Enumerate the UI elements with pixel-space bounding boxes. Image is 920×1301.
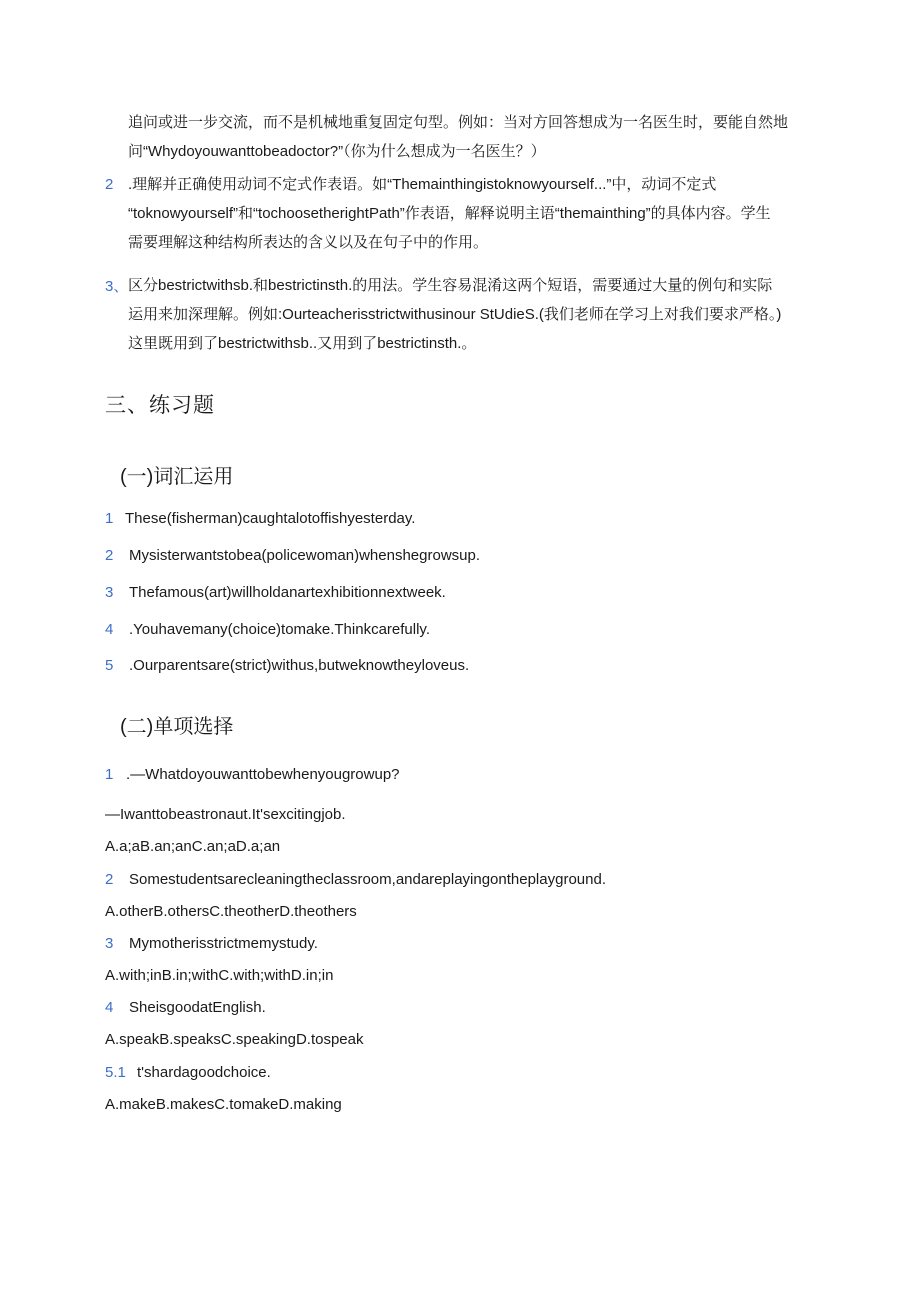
intro-paragraph bbox=[128, 108, 788, 166]
point-2-line-3: 需要理解这种结构所表达的含义以及在句子中的作用。 bbox=[128, 234, 489, 251]
vocab-item: .Youhavemany(choice)tomake.Thinkcarefully. bbox=[129, 621, 430, 638]
item-number: 4 bbox=[105, 621, 114, 638]
answer-options: A.makeB.makesC.tomakeD.making bbox=[105, 1096, 342, 1113]
item-number: 2 bbox=[105, 547, 114, 564]
question-number: 2 bbox=[105, 871, 114, 888]
vocab-item: These(fisherman)caughtalotoffishyesterday. bbox=[125, 510, 416, 527]
point-2-line-2: “toknowyourself”和“tochoosetherightPath”作表语，解释说明主语“themainthing”的具体内容。学生 bbox=[128, 205, 771, 222]
point-3-line-2: 运用来加深理解。例如:Ourteacherisstrictwithusinour StUdieS.(我们老师在学习上对我们要求严格。) bbox=[128, 306, 782, 323]
question-text: SheisgoodatEnglish. bbox=[129, 999, 266, 1016]
question-number: 1 bbox=[105, 766, 114, 783]
question-number: 3 bbox=[105, 935, 114, 952]
answer-options: A.a;aB.an;anC.an;aD.a;an bbox=[105, 838, 281, 855]
answer-options: A.speakB.speaksC.speakingD.tospeak bbox=[105, 1031, 364, 1048]
answer-options: A.otherB.othersC.theotherD.theothers bbox=[105, 903, 357, 920]
item-number: 5 bbox=[105, 657, 114, 674]
point-number: 2 bbox=[105, 176, 114, 193]
point-3-line-1: 区分bestrictwithsb.和bestrictinsth.的用法。学生容易混淆这两个短语，需要通过大量的例句和实际 bbox=[128, 277, 773, 294]
question-number: 5.1 bbox=[105, 1064, 126, 1081]
question-text: t'shardagoodchoice. bbox=[137, 1064, 271, 1081]
intro-line-2: 问“Whydoyouwanttobeadoctor?”（你为什么想成为一名医生？） bbox=[128, 143, 546, 160]
question-text: Somestudentsarecleaningtheclassroom,andareplayingontheplayground. bbox=[129, 871, 606, 888]
vocab-item: .Ourparentsare(strict)withus,butweknowtheyloveus. bbox=[129, 657, 470, 674]
item-number: 1 bbox=[105, 510, 114, 527]
vocab-item: Thefamous(art)willholdanartexhibitionnextweek. bbox=[129, 584, 446, 601]
vocab-heading: (一)词汇运用 bbox=[120, 466, 234, 488]
point-3-line-3: 这里既用到了bestrictwithsb..又用到了bestrictinsth.。 bbox=[128, 335, 477, 352]
question-number: 4 bbox=[105, 999, 114, 1016]
section-heading: 三、练习题 bbox=[105, 394, 215, 417]
choice-heading: (二)单项选择 bbox=[120, 716, 234, 738]
point-2-line-1: .理解并正确使用动词不定式作表语。如“Themainthingistoknowyourself...”中，动词不定式 bbox=[128, 176, 717, 193]
intro-line-1: 追问或进一步交流，而不是机械地重复固定句型。例如：当对方回答想成为一名医生时，要能自然地 bbox=[128, 114, 789, 131]
vocab-item: Mysisterwantstobea(policewoman)whenshegrowsup. bbox=[129, 547, 480, 564]
point-3-paragraph bbox=[128, 271, 781, 358]
question-text: Mymotherisstrictmemystudy. bbox=[129, 935, 318, 952]
point-2-paragraph bbox=[128, 170, 771, 257]
answer-options: A.with;inB.in;withC.with;withD.in;in bbox=[105, 967, 334, 984]
question-text-line-2: —Iwanttobeastronaut.It'sexcitingjob. bbox=[105, 806, 346, 823]
point-number: 3、 bbox=[105, 278, 129, 295]
item-number: 3 bbox=[105, 584, 114, 601]
question-text: .—Whatdoyouwanttobewhenyougrowup? bbox=[126, 766, 400, 783]
